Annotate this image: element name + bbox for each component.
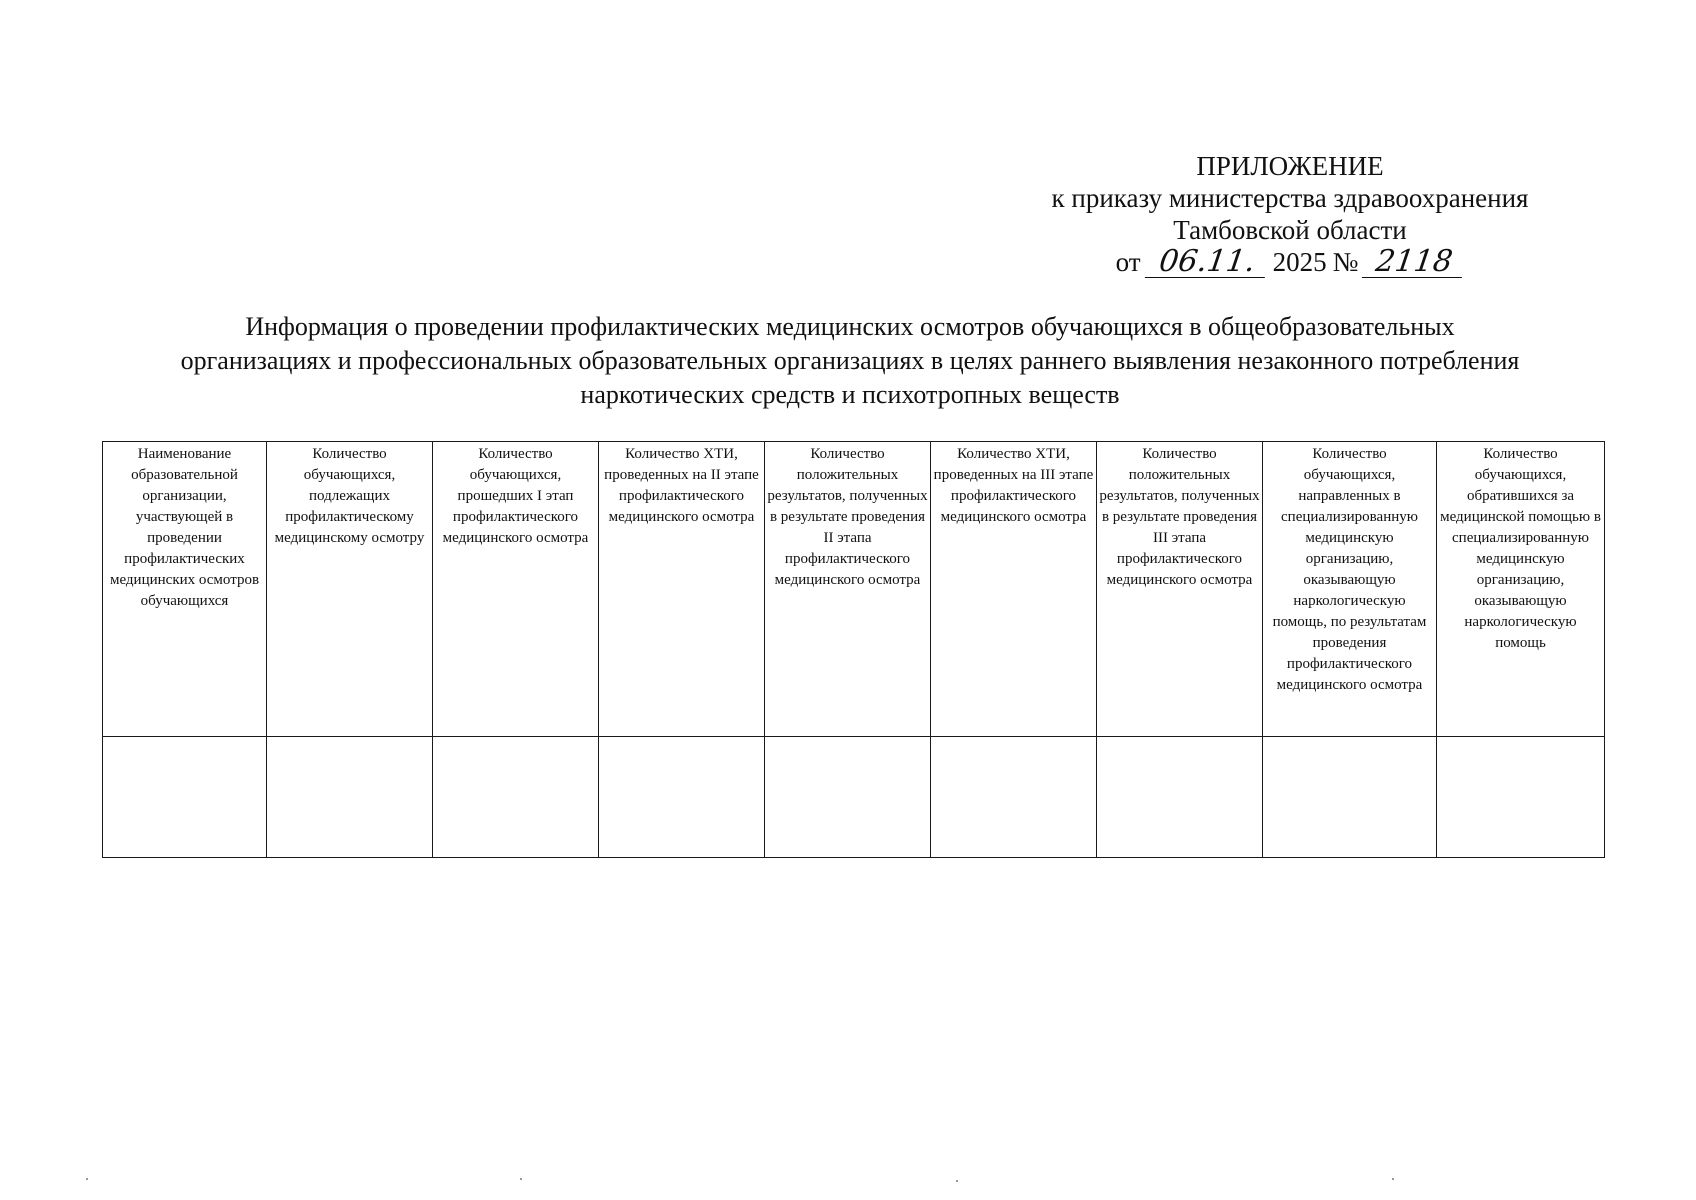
- table-cell: [1263, 737, 1437, 858]
- table-cell: [1097, 737, 1263, 858]
- table-cell: [103, 737, 267, 858]
- scan-speck: [86, 1178, 88, 1180]
- appendix-line-region: Тамбовской области: [1173, 215, 1407, 245]
- number-sign: №: [1332, 247, 1359, 277]
- table-cell: [267, 737, 433, 858]
- document-title: [60, 310, 1640, 412]
- header-subject-count: Количество обучающихся, подлежащих профилактическому медицинскому осмотру: [267, 442, 433, 737]
- header-positive-stage2: Количество положительных результатов, полученных в результате проведения II этапа профилактического медицинского осмотра: [765, 442, 931, 737]
- header-org-name: Наименование образовательной организации, участвующей в проведении профилактических медицинских осмотров обучающихся: [103, 442, 267, 737]
- header-hti-stage2: Количество ХТИ, проведенных на II этапе профилактического медицинского осмотра: [599, 442, 765, 737]
- scan-speck: [956, 1180, 958, 1182]
- table-row: [103, 737, 1605, 858]
- handwritten-order-number: 2118: [1362, 247, 1466, 278]
- appendix-block: [1000, 150, 1580, 278]
- date-year: 2025: [1272, 247, 1327, 277]
- table-header-row: [103, 442, 1605, 737]
- header-applied-count: Количество обучающихся, обратившихся за медицинской помощью в специализированную медицинскую организацию, оказывающую наркологическую помощь: [1437, 442, 1605, 737]
- scan-speck: [520, 1178, 522, 1180]
- appendix-line-order: к приказу министерства здравоохранения: [1051, 183, 1529, 213]
- handwritten-date: 06.11.: [1144, 247, 1268, 278]
- appendix-heading: ПРИЛОЖЕНИЕ: [1196, 151, 1384, 181]
- header-hti-stage3: Количество ХТИ, проведенных на III этапе профилактического медицинского осмотра: [931, 442, 1097, 737]
- table-cell: [1437, 737, 1605, 858]
- scan-speck: [1392, 1178, 1394, 1180]
- table-cell: [433, 737, 599, 858]
- header-stage1-count: Количество обучающихся, прошедших I этап профилактического медицинского осмотра: [433, 442, 599, 737]
- report-table: [102, 441, 1605, 858]
- appendix-date-line: [1000, 246, 1580, 278]
- title-line-3: наркотических средств и психотропных веществ: [580, 380, 1120, 409]
- title-line-2: организациях и профессиональных образовательных организациях в целях раннего выявления незаконного потребления: [180, 346, 1520, 375]
- title-line-1: Информация о проведении профилактических медицинских осмотров обучающихся в общеобразовательных: [245, 312, 1455, 341]
- table-cell: [931, 737, 1097, 858]
- date-prefix: от: [1115, 247, 1141, 277]
- header-referred-count: Количество обучающихся, направленных в специализированную медицинскую организацию, оказывающую наркологическую помощь, по результатам проведения профилактического медицинского осмотра: [1263, 442, 1437, 737]
- table-cell: [599, 737, 765, 858]
- header-positive-stage3: Количество положительных результатов, полученных в результате проведения III этапа профилактического медицинского осмотра: [1097, 442, 1263, 737]
- table-cell: [765, 737, 931, 858]
